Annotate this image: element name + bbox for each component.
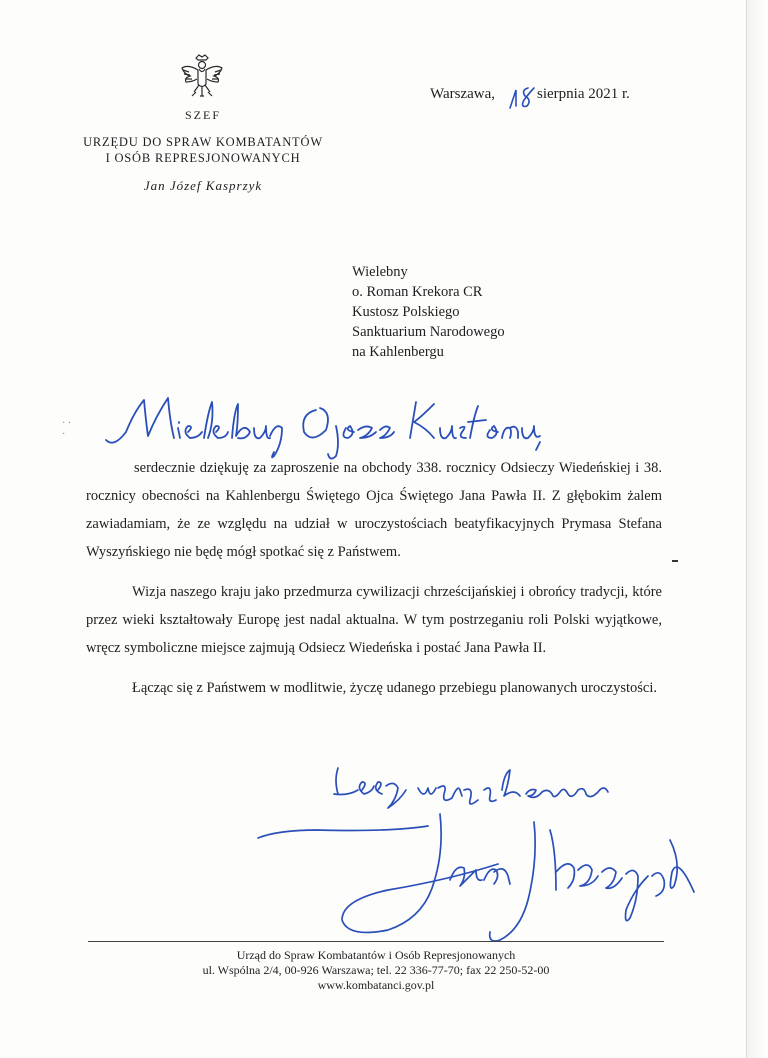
addressee-line: Sanktuarium Narodowego bbox=[352, 324, 505, 340]
handwritten-day-18 bbox=[506, 82, 550, 112]
footer-line: Urząd do Spraw Kombatantów i Osób Represjonowanych bbox=[236, 948, 516, 962]
office-line: URZĘDU DO SPRAW KOMBATANTÓW bbox=[83, 135, 323, 149]
letter-body bbox=[86, 454, 662, 714]
footer-website: www.kombatanci.gov.pl bbox=[317, 978, 435, 992]
body-paragraph: Wizja naszego kraju jako przedmurza cywilizacji chrześcijańskiej i obrońcy tradycji, które przez wieki kształtowały Europę jest nadal aktualna. W tym postrzeganiu roli Polski wyjątkowe, wręcz symboliczne miejsce zajmują Odsiecz Wiedeńska i postać Jana Pawła II. bbox=[86, 584, 662, 656]
letterhead-title: SZEF bbox=[184, 108, 221, 122]
addressee-line: Wielebny bbox=[352, 264, 408, 280]
scan-edge-line bbox=[746, 0, 747, 1058]
dateline-month-year: sierpnia 2021 r. bbox=[537, 86, 630, 102]
polish-eagle-emblem-icon bbox=[178, 52, 226, 100]
letterhead-minister-name: Jan Józef Kasprzyk bbox=[143, 178, 263, 193]
footer-rule bbox=[88, 941, 664, 942]
margin-mark bbox=[672, 560, 678, 562]
scan-edge-shadow bbox=[746, 0, 768, 1058]
body-paragraph: Łącząc się z Państwem w modlitwie, życzę udanego przebiegu planowanych uroczystości. bbox=[132, 680, 658, 696]
handwritten-closing-and-signature bbox=[238, 760, 698, 950]
scan-specks: · · · bbox=[62, 418, 72, 440]
footer bbox=[88, 948, 664, 993]
addressee-line: o. Roman Krekora CR bbox=[352, 284, 483, 300]
addressee-line: na Kahlenbergu bbox=[352, 344, 444, 360]
letterhead-office bbox=[82, 134, 324, 166]
addressee-line: Kustosz Polskiego bbox=[352, 304, 460, 320]
dateline-city: Warszawa, bbox=[430, 86, 496, 102]
office-line: I OSÓB REPRESJONOWANYCH bbox=[105, 151, 301, 165]
addressee-block bbox=[352, 262, 505, 362]
footer-line: ul. Wspólna 2/4, 00-926 Warszawa; tel. 22 336-77-70; fax 22 250-52-00 bbox=[202, 963, 550, 977]
body-paragraph: serdecznie dziękuję za zaproszenie na obchody 338. rocznicy Odsieczy Wiedeńskiej i 38. rocznicy obecności na Kahlenbergu Świętego Ojca Świętego Jana Pawła II. Z głębokim żalem zawiadamiam, że ze względu na udział w uroczystościach beatyfikacyjnych Prymasa Stefana Wyszyńskiego nie będę mógł spotkać się z Państwem. bbox=[86, 460, 662, 560]
